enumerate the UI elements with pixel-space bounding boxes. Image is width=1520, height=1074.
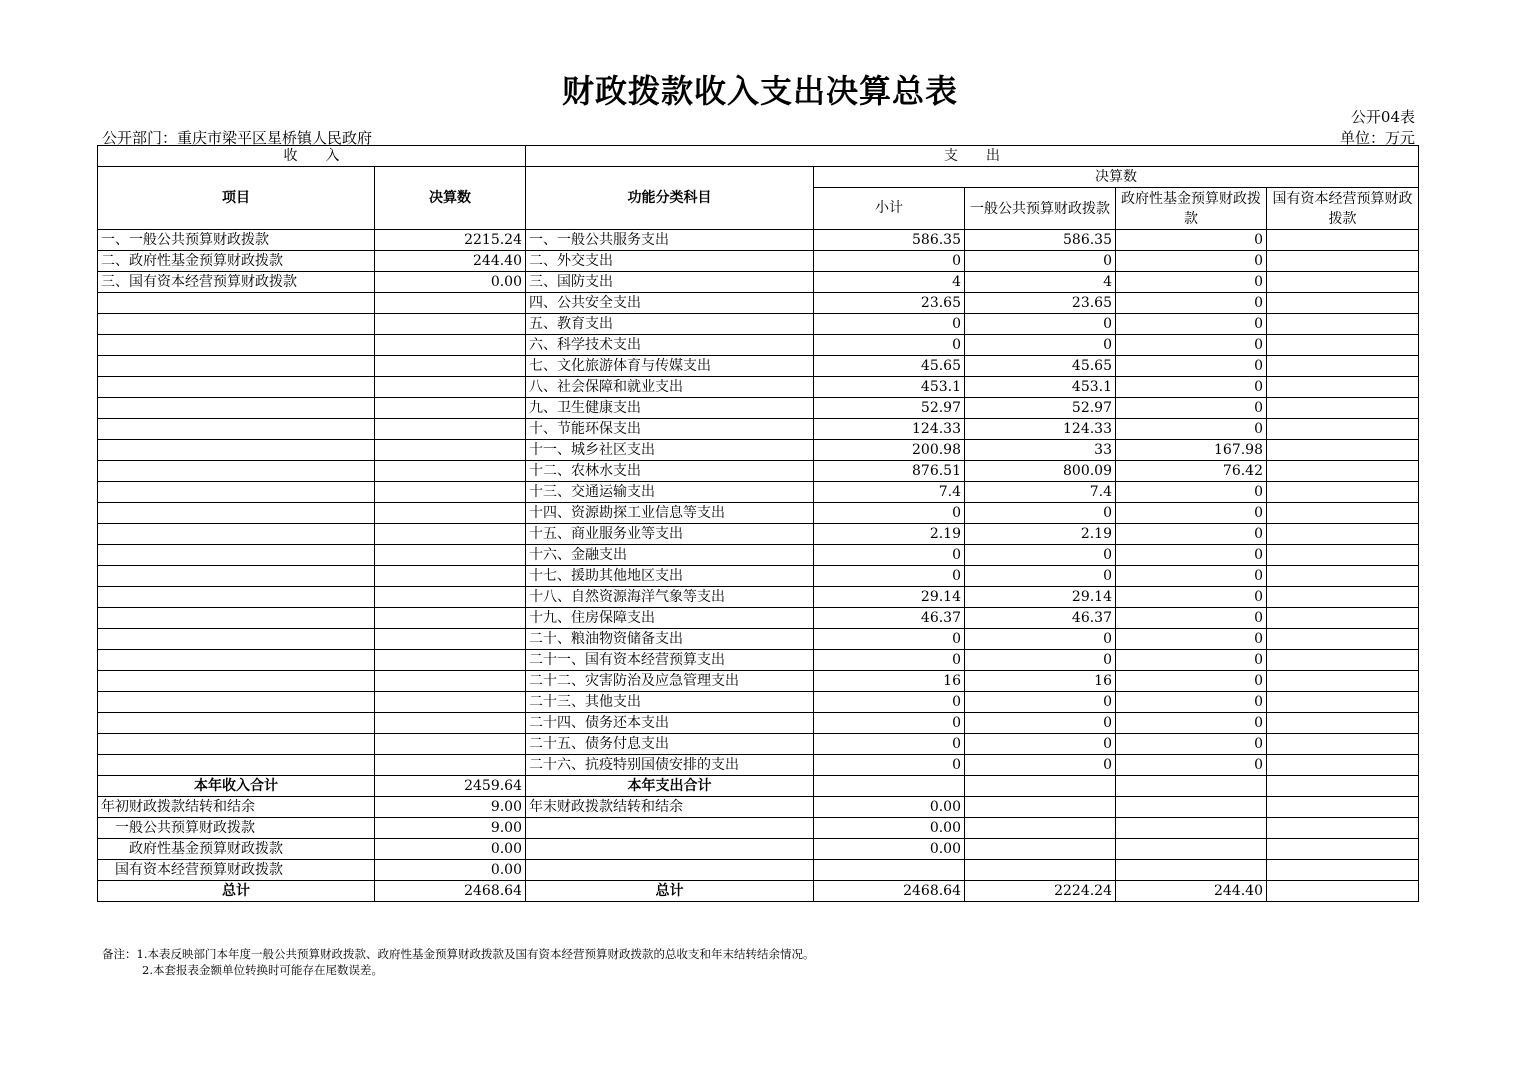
general-budget-cell: 4	[965, 272, 1116, 293]
func-subject-cell: 五、教育支出	[526, 314, 814, 335]
table-row	[98, 524, 1419, 545]
subtotal-cell: 52.97	[814, 398, 965, 419]
carryover-income-amount: 0.00	[375, 839, 526, 860]
func-subject-cell: 一、一般公共服务支出	[526, 230, 814, 251]
grand-expense-general: 2224.24	[965, 881, 1116, 902]
table-row	[98, 356, 1419, 377]
table-row	[98, 398, 1419, 419]
grand-expense-state	[1267, 881, 1419, 902]
state-capital-cell	[1267, 335, 1419, 356]
income-amount-cell	[375, 377, 526, 398]
fund-budget-cell: 0	[1116, 755, 1267, 776]
subtotal-cell: 586.35	[814, 230, 965, 251]
income-item-cell	[98, 524, 375, 545]
income-amount-cell: 2215.24	[375, 230, 526, 251]
state-capital-cell	[1267, 482, 1419, 503]
general-budget-cell: 800.09	[965, 461, 1116, 482]
income-item-cell: 二、政府性基金预算财政拨款	[98, 251, 375, 272]
func-subject-cell: 十九、住房保障支出	[526, 608, 814, 629]
state-capital-cell	[1267, 377, 1419, 398]
state-capital-cell	[1267, 293, 1419, 314]
state-capital-cell	[1267, 461, 1419, 482]
income-item-cell: 三、国有资本经营预算财政拨款	[98, 272, 375, 293]
subtotal-cell: 0	[814, 713, 965, 734]
general-budget-cell: 0	[965, 650, 1116, 671]
carryover-state	[1267, 860, 1419, 881]
carryover-row	[98, 839, 1419, 860]
fund-budget-cell: 0	[1116, 251, 1267, 272]
income-amount-cell	[375, 314, 526, 335]
func-subject-cell: 二、外交支出	[526, 251, 814, 272]
carryover-subtotal	[814, 860, 965, 881]
income-item-cell: 一、一般公共预算财政拨款	[98, 230, 375, 251]
grand-expense-subtotal: 2468.64	[814, 881, 965, 902]
income-amount-cell	[375, 545, 526, 566]
subtotal-cell: 876.51	[814, 461, 965, 482]
func-subject-cell: 二十五、债务付息支出	[526, 734, 814, 755]
income-amount-cell	[375, 356, 526, 377]
carryover-func-item	[526, 818, 814, 839]
fund-budget-cell: 0	[1116, 503, 1267, 524]
subtotal-cell: 124.33	[814, 419, 965, 440]
table-row	[98, 608, 1419, 629]
income-amount-cell	[375, 608, 526, 629]
table-row	[98, 629, 1419, 650]
subtotal-header: 小计	[814, 188, 965, 230]
year-income-total-amount: 2459.64	[375, 776, 526, 797]
state-capital-cell	[1267, 272, 1419, 293]
carryover-income-amount: 0.00	[375, 860, 526, 881]
table-row	[98, 755, 1419, 776]
func-subject-cell: 四、公共安全支出	[526, 293, 814, 314]
func-subject-cell: 八、社会保障和就业支出	[526, 377, 814, 398]
general-budget-cell: 29.14	[965, 587, 1116, 608]
income-amount-cell	[375, 419, 526, 440]
func-subject-cell: 二十一、国有资本经营预算支出	[526, 650, 814, 671]
income-item-cell	[98, 671, 375, 692]
income-amount-cell: 0.00	[375, 272, 526, 293]
carryover-fund	[1116, 860, 1267, 881]
general-budget-cell: 45.65	[965, 356, 1116, 377]
income-item-cell	[98, 608, 375, 629]
state-capital-cell	[1267, 650, 1419, 671]
subtotal-cell: 29.14	[814, 587, 965, 608]
state-capital-cell	[1267, 608, 1419, 629]
income-item-cell	[98, 356, 375, 377]
year-expense-total-label: 本年支出合计	[526, 776, 814, 797]
grand-income-total-amount: 2468.64	[375, 881, 526, 902]
report-table	[97, 145, 1419, 902]
year-income-total-label: 本年收入合计	[98, 776, 375, 797]
general-budget-cell: 0	[965, 692, 1116, 713]
func-subject-header: 功能分类科目	[526, 167, 814, 230]
carryover-income-item: 政府性基金预算财政拨款	[98, 839, 375, 860]
fund-budget-cell: 0	[1116, 377, 1267, 398]
income-amount-cell	[375, 293, 526, 314]
state-capital-cell	[1267, 755, 1419, 776]
func-subject-cell: 十八、自然资源海洋气象等支出	[526, 587, 814, 608]
carryover-income-item: 一般公共预算财政拨款	[98, 818, 375, 839]
state-capital-cell	[1267, 230, 1419, 251]
subtotal-cell: 0	[814, 692, 965, 713]
subtotal-cell: 7.4	[814, 482, 965, 503]
income-item-cell	[98, 545, 375, 566]
general-budget-cell: 23.65	[965, 293, 1116, 314]
func-subject-cell: 十七、援助其他地区支出	[526, 566, 814, 587]
func-subject-cell: 十五、商业服务业等支出	[526, 524, 814, 545]
func-subject-cell: 二十二、灾害防治及应急管理支出	[526, 671, 814, 692]
fund-budget-cell: 0	[1116, 566, 1267, 587]
func-subject-cell: 二十四、债务还本支出	[526, 713, 814, 734]
grand-expense-total-label: 总计	[526, 881, 814, 902]
general-budget-cell: 0	[965, 734, 1116, 755]
table-row	[98, 314, 1419, 335]
income-item-cell	[98, 377, 375, 398]
fund-budget-cell: 76.42	[1116, 461, 1267, 482]
general-budget-cell: 0	[965, 566, 1116, 587]
item-header: 项目	[98, 167, 375, 230]
year-expense-general	[965, 776, 1116, 797]
carryover-subtotal: 0.00	[814, 818, 965, 839]
fund-budget-cell: 0	[1116, 524, 1267, 545]
func-subject-cell: 七、文化旅游体育与传媒支出	[526, 356, 814, 377]
carryover-income-amount: 9.00	[375, 797, 526, 818]
subtotal-cell: 0	[814, 545, 965, 566]
table-row	[98, 713, 1419, 734]
income-item-cell	[98, 335, 375, 356]
table-row	[98, 440, 1419, 461]
carryover-subtotal: 0.00	[814, 839, 965, 860]
fund-budget-cell: 0	[1116, 629, 1267, 650]
subtotal-cell: 0	[814, 335, 965, 356]
func-subject-cell: 十二、农林水支出	[526, 461, 814, 482]
year-expense-subtotal	[814, 776, 965, 797]
func-subject-cell: 九、卫生健康支出	[526, 398, 814, 419]
table-row	[98, 587, 1419, 608]
income-item-cell	[98, 503, 375, 524]
general-budget-cell: 16	[965, 671, 1116, 692]
carryover-func-item	[526, 839, 814, 860]
state-capital-cell	[1267, 734, 1419, 755]
carryover-general	[965, 818, 1116, 839]
state-capital-cell	[1267, 671, 1419, 692]
income-amount-cell	[375, 440, 526, 461]
general-budget-cell: 0	[965, 755, 1116, 776]
table-row	[98, 503, 1419, 524]
state-capital-cell	[1267, 251, 1419, 272]
general-budget-cell: 0	[965, 503, 1116, 524]
carryover-row	[98, 818, 1419, 839]
income-amount-cell	[375, 524, 526, 545]
fund-budget-cell: 0	[1116, 230, 1267, 251]
state-capital-cell	[1267, 692, 1419, 713]
func-subject-cell: 二十三、其他支出	[526, 692, 814, 713]
income-item-cell	[98, 440, 375, 461]
income-item-cell	[98, 629, 375, 650]
table-row	[98, 251, 1419, 272]
income-section-header: 收 入	[98, 146, 526, 167]
final-amount-header: 决算数	[814, 167, 1419, 188]
fund-budget-cell: 0	[1116, 545, 1267, 566]
income-item-cell	[98, 566, 375, 587]
report-title: 财政拨款收入支出决算总表	[561, 72, 958, 110]
general-budget-cell: 46.37	[965, 608, 1116, 629]
subtotal-cell: 0	[814, 566, 965, 587]
carryover-income-amount: 9.00	[375, 818, 526, 839]
subtotal-cell: 0	[814, 314, 965, 335]
fund-budget-cell: 0	[1116, 272, 1267, 293]
footnote-2: 2.本套报表金额单位转换时可能存在尾数误差。	[142, 963, 383, 977]
fund-budget-cell: 0	[1116, 734, 1267, 755]
general-budget-cell: 0	[965, 314, 1116, 335]
general-budget-cell: 2.19	[965, 524, 1116, 545]
general-budget-cell: 33	[965, 440, 1116, 461]
carryover-row	[98, 860, 1419, 881]
income-item-cell	[98, 587, 375, 608]
year-totals-row	[98, 776, 1419, 797]
income-amount-cell	[375, 713, 526, 734]
fund-budget-cell: 0	[1116, 314, 1267, 335]
fund-budget-cell: 0	[1116, 671, 1267, 692]
carryover-fund	[1116, 818, 1267, 839]
income-amount-cell	[375, 671, 526, 692]
year-expense-fund	[1116, 776, 1267, 797]
general-budget-cell: 0	[965, 335, 1116, 356]
income-amount-cell	[375, 587, 526, 608]
subtotal-cell: 0	[814, 755, 965, 776]
form-code: 公开04表	[1350, 108, 1415, 126]
income-amount-cell	[375, 650, 526, 671]
carryover-func-item: 年末财政拨款结转和结余	[526, 797, 814, 818]
carryover-state	[1267, 839, 1419, 860]
footnotes	[102, 946, 814, 978]
state-capital-cell	[1267, 713, 1419, 734]
general-budget-cell: 0	[965, 713, 1116, 734]
subtotal-cell: 45.65	[814, 356, 965, 377]
general-budget-cell: 7.4	[965, 482, 1116, 503]
carryover-fund	[1116, 839, 1267, 860]
unit-label: 单位：万元	[1339, 129, 1415, 147]
state-capital-cell	[1267, 398, 1419, 419]
income-amount-cell	[375, 734, 526, 755]
table-row	[98, 272, 1419, 293]
carryover-general	[965, 860, 1116, 881]
income-item-cell	[98, 734, 375, 755]
state-capital-cell	[1267, 440, 1419, 461]
carryover-general	[965, 839, 1116, 860]
fund-budget-cell: 0	[1116, 692, 1267, 713]
table-row	[98, 482, 1419, 503]
income-amount-cell	[375, 692, 526, 713]
subtotal-cell: 453.1	[814, 377, 965, 398]
income-amount-cell	[375, 398, 526, 419]
table-row	[98, 734, 1419, 755]
general-budget-cell: 0	[965, 251, 1116, 272]
department-label: 公开部门：重庆市梁平区星桥镇人民政府	[102, 129, 373, 147]
subtotal-cell: 4	[814, 272, 965, 293]
carryover-func-item	[526, 860, 814, 881]
fund-budget-cell: 0	[1116, 482, 1267, 503]
fund-budget-cell: 0	[1116, 650, 1267, 671]
expense-section-header: 支 出	[526, 146, 1419, 167]
carryover-fund	[1116, 797, 1267, 818]
table-row	[98, 566, 1419, 587]
subtotal-cell: 200.98	[814, 440, 965, 461]
carryover-state	[1267, 818, 1419, 839]
func-subject-cell: 三、国防支出	[526, 272, 814, 293]
general-budget-cell: 453.1	[965, 377, 1116, 398]
func-subject-cell: 十四、资源勘探工业信息等支出	[526, 503, 814, 524]
table-row	[98, 545, 1419, 566]
carryover-subtotal: 0.00	[814, 797, 965, 818]
general-budget-cell: 52.97	[965, 398, 1116, 419]
subtotal-cell: 0	[814, 251, 965, 272]
income-item-cell	[98, 314, 375, 335]
fund-budget-cell: 0	[1116, 713, 1267, 734]
header-row-2	[98, 167, 1419, 188]
state-capital-cell	[1267, 587, 1419, 608]
table-row	[98, 461, 1419, 482]
subtotal-cell: 0	[814, 650, 965, 671]
subtotal-cell: 0	[814, 734, 965, 755]
income-item-cell	[98, 398, 375, 419]
general-budget-cell: 586.35	[965, 230, 1116, 251]
table-row	[98, 671, 1419, 692]
income-item-cell	[98, 692, 375, 713]
state-capital-cell	[1267, 545, 1419, 566]
income-amount-cell	[375, 335, 526, 356]
fund-budget-cell: 167.98	[1116, 440, 1267, 461]
income-amount-cell	[375, 566, 526, 587]
state-capital-cell	[1267, 524, 1419, 545]
table-row	[98, 335, 1419, 356]
fund-budget-cell: 0	[1116, 419, 1267, 440]
grand-income-total-label: 总计	[98, 881, 375, 902]
state-capital-cell	[1267, 356, 1419, 377]
subtotal-cell: 16	[814, 671, 965, 692]
fund-budget-cell: 0	[1116, 293, 1267, 314]
income-item-cell	[98, 755, 375, 776]
subtotal-cell: 2.19	[814, 524, 965, 545]
table-row	[98, 293, 1419, 314]
income-item-cell	[98, 419, 375, 440]
subtotal-cell: 0	[814, 629, 965, 650]
carryover-state	[1267, 797, 1419, 818]
income-amount-cell	[375, 755, 526, 776]
general-budget-header: 一般公共预算财政拨款	[965, 188, 1116, 230]
func-subject-cell: 十三、交通运输支出	[526, 482, 814, 503]
grand-totals-row	[98, 881, 1419, 902]
grand-expense-fund: 244.40	[1116, 881, 1267, 902]
state-capital-cell	[1267, 503, 1419, 524]
state-capital-header: 国有资本经营预算财政拨款	[1267, 188, 1419, 230]
income-item-cell	[98, 713, 375, 734]
func-subject-cell: 二十六、抗疫特别国债安排的支出	[526, 755, 814, 776]
subtotal-cell: 0	[814, 503, 965, 524]
carryover-general	[965, 797, 1116, 818]
table-row	[98, 377, 1419, 398]
table-row	[98, 692, 1419, 713]
carryover-income-item: 国有资本经营预算财政拨款	[98, 860, 375, 881]
income-item-cell	[98, 293, 375, 314]
fund-budget-cell: 0	[1116, 356, 1267, 377]
func-subject-cell: 六、科学技术支出	[526, 335, 814, 356]
func-subject-cell: 十六、金融支出	[526, 545, 814, 566]
income-amount-cell	[375, 461, 526, 482]
income-amount-cell	[375, 503, 526, 524]
footnote-1: 备注：1.本表反映部门本年度一般公共预算财政拨款、政府性基金预算财政拨款及国有资本经营预算财政拨款的总收支和年末结转结余情况。	[102, 947, 815, 961]
income-amount-cell: 244.40	[375, 251, 526, 272]
carryover-income-item: 年初财政拨款结转和结余	[98, 797, 375, 818]
func-subject-cell: 十一、城乡社区支出	[526, 440, 814, 461]
income-item-cell	[98, 482, 375, 503]
general-budget-cell: 0	[965, 629, 1116, 650]
general-budget-cell: 0	[965, 545, 1116, 566]
table-row	[98, 419, 1419, 440]
func-subject-cell: 二十、粮油物资储备支出	[526, 629, 814, 650]
state-capital-cell	[1267, 419, 1419, 440]
state-capital-cell	[1267, 629, 1419, 650]
income-item-cell	[98, 461, 375, 482]
fund-budget-cell: 0	[1116, 398, 1267, 419]
table-row	[98, 650, 1419, 671]
header-row-1	[98, 146, 1419, 167]
income-amount-cell	[375, 482, 526, 503]
subtotal-cell: 23.65	[814, 293, 965, 314]
income-item-cell	[98, 650, 375, 671]
fund-budget-cell: 0	[1116, 335, 1267, 356]
fund-budget-cell: 0	[1116, 608, 1267, 629]
func-subject-cell: 十、节能环保支出	[526, 419, 814, 440]
carryover-row	[98, 797, 1419, 818]
income-amount-cell	[375, 629, 526, 650]
state-capital-cell	[1267, 566, 1419, 587]
fund-budget-header: 政府性基金预算财政拨款	[1116, 188, 1267, 230]
table-row	[98, 230, 1419, 251]
state-capital-cell	[1267, 314, 1419, 335]
year-expense-state	[1267, 776, 1419, 797]
fund-budget-cell: 0	[1116, 587, 1267, 608]
subtotal-cell: 46.37	[814, 608, 965, 629]
amount-header: 决算数	[375, 167, 526, 230]
general-budget-cell: 124.33	[965, 419, 1116, 440]
